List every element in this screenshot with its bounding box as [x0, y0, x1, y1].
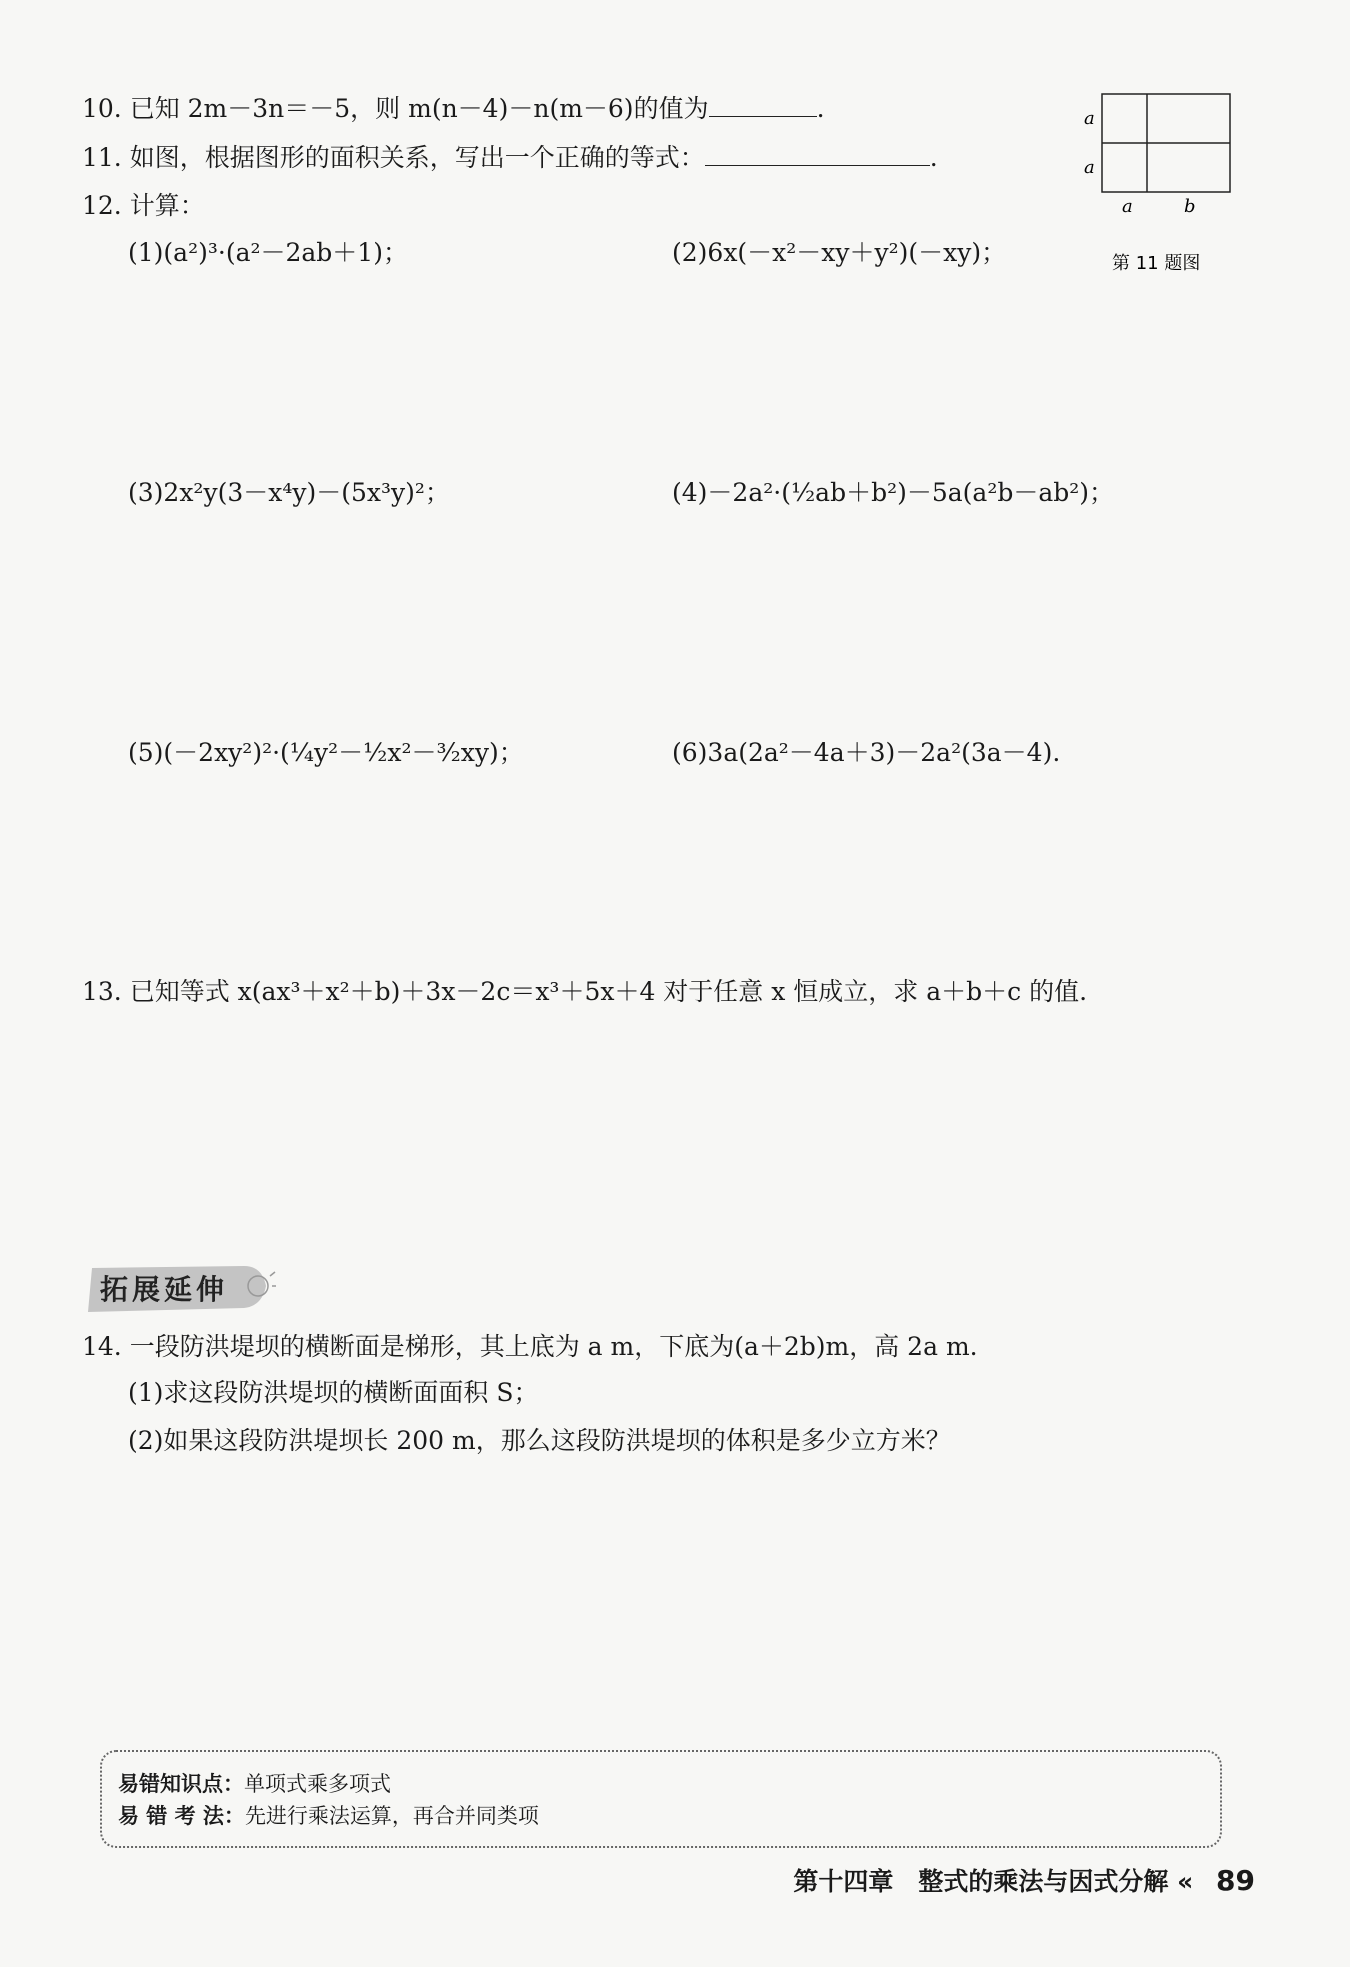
q14-part-2: (2)如果这段防洪堤坝长 200 m，那么这段防洪堤坝的体积是多少立方米？: [128, 1426, 951, 1455]
question-13: 13. 已知等式 x(ax³＋x²＋b)＋3x－2c＝x³＋5x＋4 对于任意 x 恒成立，求 a＋b＋c 的值.: [82, 977, 1088, 1006]
figure-11-rectangle-diagram: [1080, 86, 1240, 276]
chapter-title: 第十四章 整式的乘法与因式分解: [793, 1867, 1169, 1896]
tip-value: 单项式乘多项式: [244, 1772, 391, 1796]
tip-row-knowledge: [118, 1768, 391, 1798]
q12-item-1: (1)(a²)³·(a²－2ab＋1)；: [128, 238, 408, 267]
question-12-heading: 12. 计算：: [82, 191, 205, 220]
page-number: 89: [1216, 1864, 1255, 1897]
q12-item-5: (5)(－2xy²)²·(¼y²－½x²－³⁄₂xy)；: [128, 738, 524, 767]
answer-blank[interactable]: [709, 94, 817, 117]
q12-item-3: (3)2x²y(3－x⁴y)－(5x³y)²；: [128, 478, 450, 507]
error-tips-box: [100, 1750, 1222, 1848]
question-11-end: .: [929, 143, 938, 172]
section-title: 拓展延伸: [100, 1273, 229, 1306]
figure-caption: 第 11 题图: [1112, 253, 1201, 274]
question-10: [82, 92, 825, 126]
label-bottom-left: a: [1122, 196, 1133, 217]
q12-item-4: (4)－2a²·(½ab＋b²)－5a(a²b－ab²)；: [672, 478, 1115, 507]
section-banner: [86, 1262, 276, 1314]
tip-row-method: [118, 1800, 539, 1830]
label-left-top: a: [1084, 108, 1095, 129]
tip-key: 易错知识点：: [118, 1772, 244, 1796]
question-10-text: 10. 已知 2m－3n＝－5，则 m(n－4)－n(m－6)的值为: [82, 94, 709, 123]
label-left-bottom: a: [1084, 157, 1095, 178]
double-chevron-left-icon: «: [1177, 1867, 1194, 1896]
question-11-text: 11. 如图，根据图形的面积关系，写出一个正确的等式：: [82, 143, 705, 172]
label-bottom-right: b: [1184, 196, 1196, 217]
question-10-end: .: [816, 94, 825, 123]
tip-key: 易 错 考 法：: [118, 1804, 245, 1828]
page-footer: [793, 1862, 1255, 1898]
q14-part-1: (1)求这段防洪堤坝的横断面面积 S；: [128, 1378, 539, 1407]
answer-blank[interactable]: [705, 143, 930, 166]
question-14: 14. 一段防洪堤坝的横断面是梯形，其上底为 a m，下底为(a＋2b)m，高 2a m.: [82, 1332, 978, 1361]
q12-item-2: (2)6x(－x²－xy＋y²)(－xy)；: [672, 238, 1007, 267]
q12-item-6: (6)3a(2a²－4a＋3)－2a²(3a－4).: [672, 738, 1061, 767]
tip-value: 先进行乘法运算，再合并同类项: [244, 1804, 539, 1828]
question-11: [82, 141, 938, 175]
